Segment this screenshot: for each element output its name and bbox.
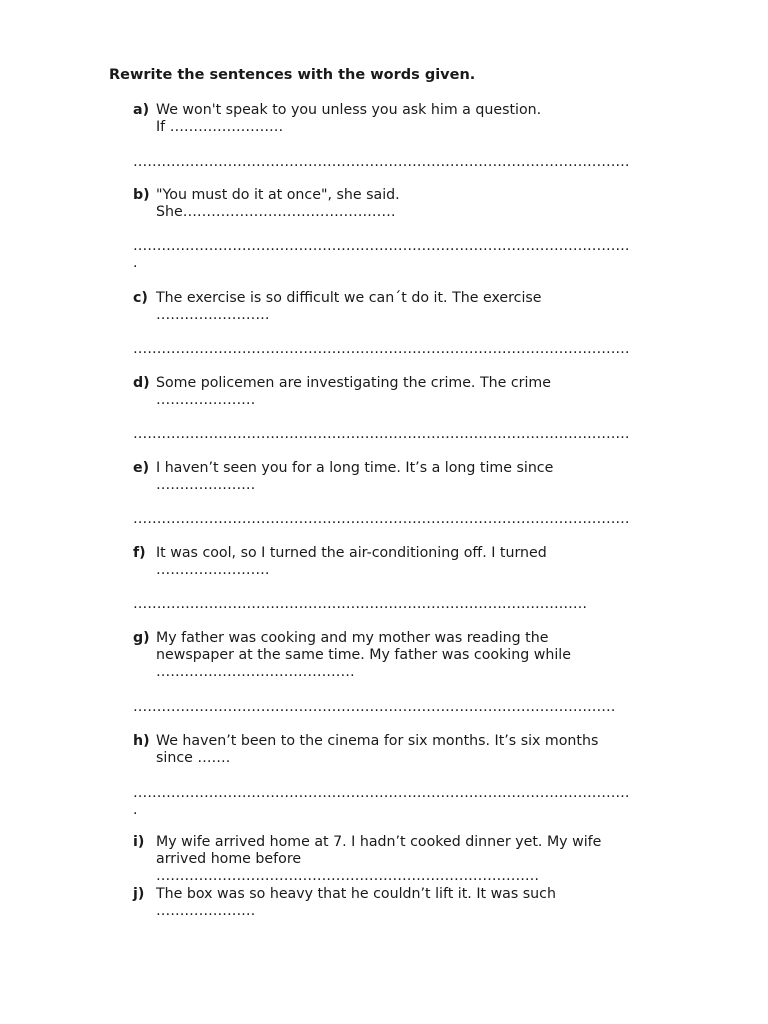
answer-line: …………………………………………………………………………………………… <box>133 341 630 357</box>
exercise-i <box>133 834 663 885</box>
exercise-d <box>133 375 663 442</box>
exercise-label: f) <box>133 545 146 561</box>
answer-line: …………………………………………………………………………………………… . <box>133 238 630 271</box>
exercise-text: The box was so heavy that he couldn’t lift it. It was such ………………… <box>156 886 556 919</box>
exercise-label: g) <box>133 630 150 646</box>
exercise-label: b) <box>133 187 150 203</box>
exercise-c <box>133 290 663 357</box>
exercise-e <box>133 460 663 527</box>
exercise-text: "You must do it at once", she said. She……………………………………… <box>156 187 400 220</box>
exercise-text: The exercise is so difficult we can´t do it. The exercise …………………… <box>156 290 542 323</box>
exercise-text: Some policemen are investigating the crime. The crime ………………… <box>156 375 551 408</box>
exercise-text: We haven’t been to the cinema for six months. It’s six months since ……. <box>156 733 599 766</box>
exercise-g <box>133 630 663 715</box>
exercise-h <box>133 733 663 818</box>
exercise-text: My father was cooking and my mother was reading the newspaper at the same time. My father was cooking while …………………………………… <box>156 630 571 680</box>
exercise-f <box>133 545 663 612</box>
answer-line: ………………………………………………………………………………………… <box>133 699 616 715</box>
exercise-label: i) <box>133 834 145 850</box>
exercise-label: e) <box>133 460 150 476</box>
exercise-label: j) <box>133 886 145 902</box>
worksheet-title: Rewrite the sentences with the words given. <box>109 67 476 83</box>
exercise-b <box>133 187 663 271</box>
exercise-a <box>133 102 663 170</box>
answer-line: …………………………………………………………………………………… <box>133 596 587 612</box>
answer-line: …………………………………………………………………………………………… <box>133 154 630 170</box>
exercise-j <box>133 886 663 920</box>
exercise-label: h) <box>133 733 150 749</box>
exercise-label: c) <box>133 290 148 306</box>
exercise-text: I haven’t seen you for a long time. It’s a long time since ………………… <box>156 460 554 493</box>
exercise-label: a) <box>133 102 150 118</box>
exercise-text: My wife arrived home at 7. I hadn’t cooked dinner yet. My wife arrived home before ……………………………………………………………………… <box>156 834 602 884</box>
exercise-text: It was cool, so I turned the air-conditioning off. I turned …………………… <box>156 545 547 578</box>
exercise-label: d) <box>133 375 150 391</box>
answer-line: …………………………………………………………………………………………… <box>133 426 630 442</box>
exercise-text: We won't speak to you unless you ask him a question. If …………………… <box>156 102 542 135</box>
answer-line: …………………………………………………………………………………………… . <box>133 785 630 818</box>
answer-line: …………………………………………………………………………………………… <box>133 511 630 527</box>
